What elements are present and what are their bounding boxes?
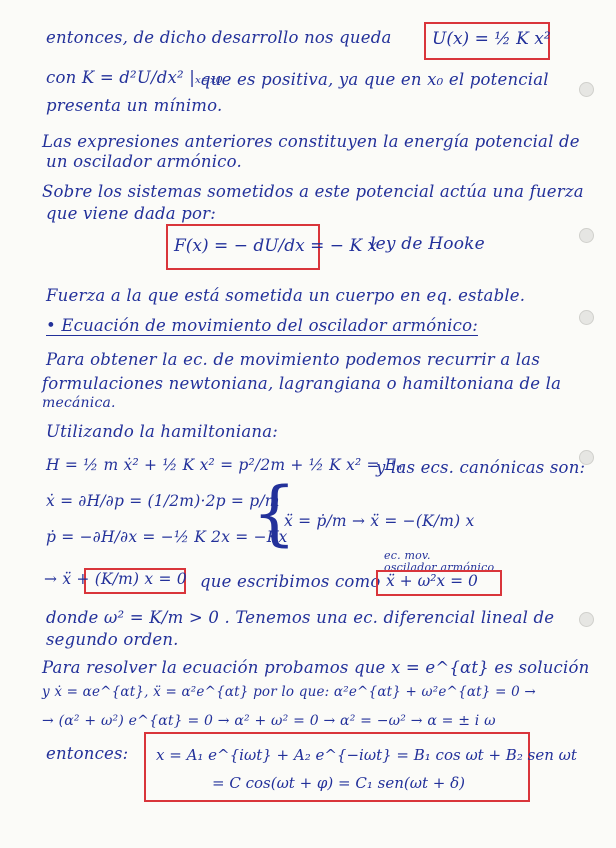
text-line: → (α² + ω²) e^{αt} = 0 → α² + ω² = 0 → α² = −ω² → α = ± i ω	[42, 713, 496, 729]
text-line: Sobre los sistemas sometidos a este potencial actúa una fuerza	[42, 182, 584, 201]
final-equation: ẍ + ω²x = 0	[386, 572, 478, 590]
text-line: Las expresiones anteriores constituyen la energía potencial de	[42, 132, 580, 151]
constant-definition: con K = d²U/dx² |ₓ₌ₓ₀	[46, 68, 223, 87]
text-line: que es positiva, ya que en x₀ el potencial	[200, 70, 549, 89]
punch-hole	[579, 228, 594, 243]
annotation: oscilador armónico	[384, 561, 495, 574]
text-line: Para obtener la ec. de movimiento podemos recurrir a las	[46, 350, 540, 369]
solution-line-1: x = A₁ e^{iωt} + A₂ e^{−iωt} = B₁ cos ωt + B₂ sen ωt	[156, 746, 577, 764]
text-line: presenta un mínimo.	[46, 96, 223, 115]
text-line: entonces, de dicho desarrollo nos queda	[46, 28, 392, 47]
punch-hole	[579, 82, 594, 97]
potential-formula: U(x) = ½ K x²	[432, 29, 551, 49]
hooke-label: ley de Hooke	[370, 234, 485, 254]
text-line: Fuerza a la que está sometida un cuerpo en eq. estable.	[46, 286, 526, 305]
solution-line-2: = C cos(ωt + φ) = C₁ sen(ωt + δ)	[212, 774, 465, 792]
brace-icon: {	[252, 472, 297, 554]
text-line: y las ecs. canónicas son:	[376, 458, 586, 477]
text-line: donde ω² = K/m > 0 . Tenemos una ec. diferencial lineal de	[46, 608, 555, 627]
punch-hole	[579, 612, 594, 627]
section-title: • Ecuación de movimiento del oscilador armónico:	[46, 316, 478, 335]
text-line: formulaciones newtoniana, lagrangiana o hamiltoniana de la	[42, 374, 562, 393]
text-line: Utilizando la hamiltoniana:	[46, 422, 279, 441]
text-line: que escribimos como	[200, 572, 381, 591]
force-formula: F(x) = − dU/dx = − K x	[174, 236, 378, 256]
xddot-equation: ẍ = ṗ/m → ẍ = −(K/m) x	[284, 512, 475, 530]
pdot-equation: ṗ = −∂H/∂x = −½ K 2x = −Kx	[46, 528, 288, 546]
text-line: entonces:	[46, 744, 129, 763]
text-line: y ẋ = αe^{αt}, ẍ = α²e^{αt} por lo que: α²e^{αt} + ω²e^{αt} = 0 →	[42, 684, 536, 700]
text-line: un oscilador armónico.	[46, 152, 242, 171]
hamiltonian-equation: H = ½ m ẋ² + ½ K x² = p²/2m + ½ K x² = Eₘ	[46, 456, 407, 474]
text-line: segundo orden.	[46, 630, 179, 649]
xdot-equation: ẋ = ∂H/∂p = (1/2m)·2p = p/m	[46, 492, 280, 510]
text-line: que viene dada por:	[46, 204, 216, 223]
punch-hole	[579, 310, 594, 325]
motion-equation: → ẍ + (K/m) x = 0	[44, 570, 187, 588]
text-line: Para resolver la ecuación probamos que x = e^{αt} es solución	[42, 658, 590, 677]
text-line: mecánica.	[42, 395, 116, 411]
annotation: ec. mov.	[384, 549, 431, 562]
